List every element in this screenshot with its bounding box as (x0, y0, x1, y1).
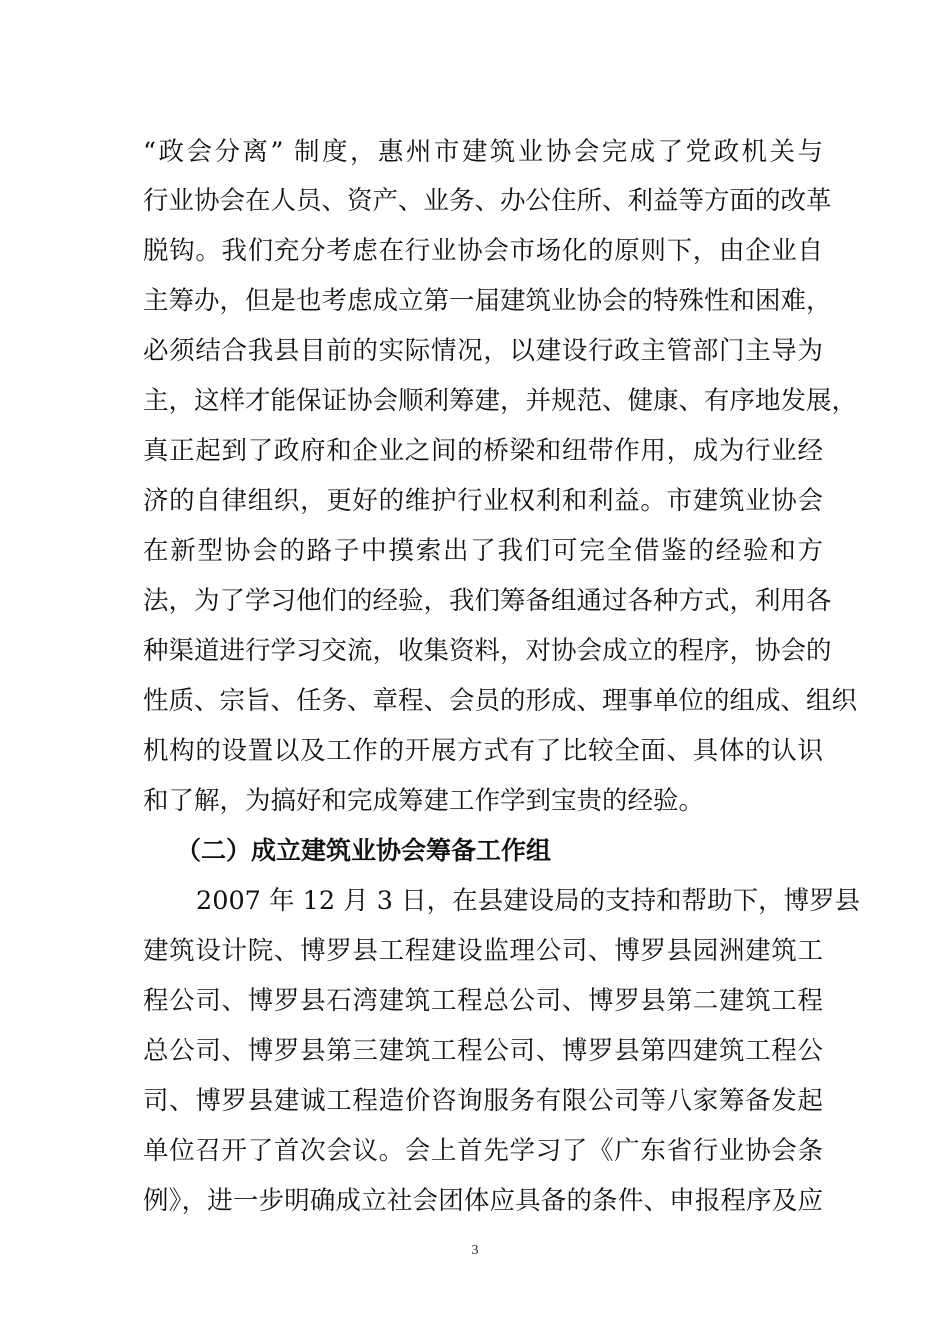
paragraph-1-line-2: 行业协会在人员、资产、业务、办公住所、利益等方面的改革 (143, 186, 832, 216)
paragraph-1-line-10: 法，为了学习他们的经验，我们筹备组通过各种方式，利用各 (143, 586, 832, 616)
paragraph-2-line-5: 司、博罗县建诚工程造价咨询服务有限公司等八家筹备发起 (143, 1086, 823, 1116)
paragraph-1-line-12: 性质、宗旨、任务、章程、会员的形成、理事单位的组成、组织 (143, 686, 858, 716)
paragraph-1-line-14: 和了解，为搞好和完成筹建工作学到宝贵的经验。 (143, 786, 705, 816)
page-number: 3 (471, 1243, 479, 1258)
paragraph-1-line-1: “政会分离” 制度，惠州市建筑业协会完成了党政机关与 (143, 137, 823, 167)
paragraph-2-line-6: 单位召开了首次会议。会上首先学习了《广东省行业协会条 (143, 1136, 823, 1166)
paragraph-2-line-4: 总公司、博罗县第三建筑工程公司、博罗县第四建筑工程公 (143, 1036, 823, 1066)
paragraph-1-line-5: 必须结合我县目前的实际情况，以建设行政主管部门主导为 (143, 336, 823, 366)
paragraph-2-line-1: 2007 年 12 月 3 日，在县建设局的支持和帮助下，博罗县 (196, 886, 861, 916)
paragraph-2-line-3: 程公司、博罗县石湾建筑工程总公司、博罗县第二建筑工程 (143, 986, 823, 1016)
paragraph-1-line-4: 主筹办，但是也考虑成立第一届建筑业协会的特殊性和困难， (143, 286, 832, 316)
paragraph-1-line-6: 主，这样才能保证协会顺利筹建，并规范、健康、有序地发展， (143, 386, 858, 416)
paragraph-1-line-7: 真正起到了政府和企业之间的桥梁和纽带作用，成为行业经 (143, 436, 823, 466)
paragraph-1-line-9: 在新型协会的路子中摸索出了我们可完全借鉴的经验和方 (143, 536, 823, 566)
paragraph-1-line-11: 种渠道进行学习交流，收集资料，对协会成立的程序，协会的 (143, 636, 832, 666)
paragraph-2-line-7: 例》，进一步明确成立社会团体应具备的条件、申报程序及应 (143, 1186, 823, 1216)
paragraph-1-line-8: 济的自律组织，更好的维护行业权利和利益。市建筑业协会 (143, 486, 823, 516)
section-heading: （二）成立建筑业协会筹备工作组 (176, 836, 552, 865)
paragraph-2-line-2: 建筑设计院、博罗县工程建设监理公司、博罗县园洲建筑工 (143, 936, 823, 966)
paragraph-1-line-13: 机构的设置以及工作的开展方式有了比较全面、具体的认识 (143, 736, 823, 766)
paragraph-1-line-3: 脱钩。我们充分考虑在行业协会市场化的原则下，由企业自 (143, 236, 823, 266)
